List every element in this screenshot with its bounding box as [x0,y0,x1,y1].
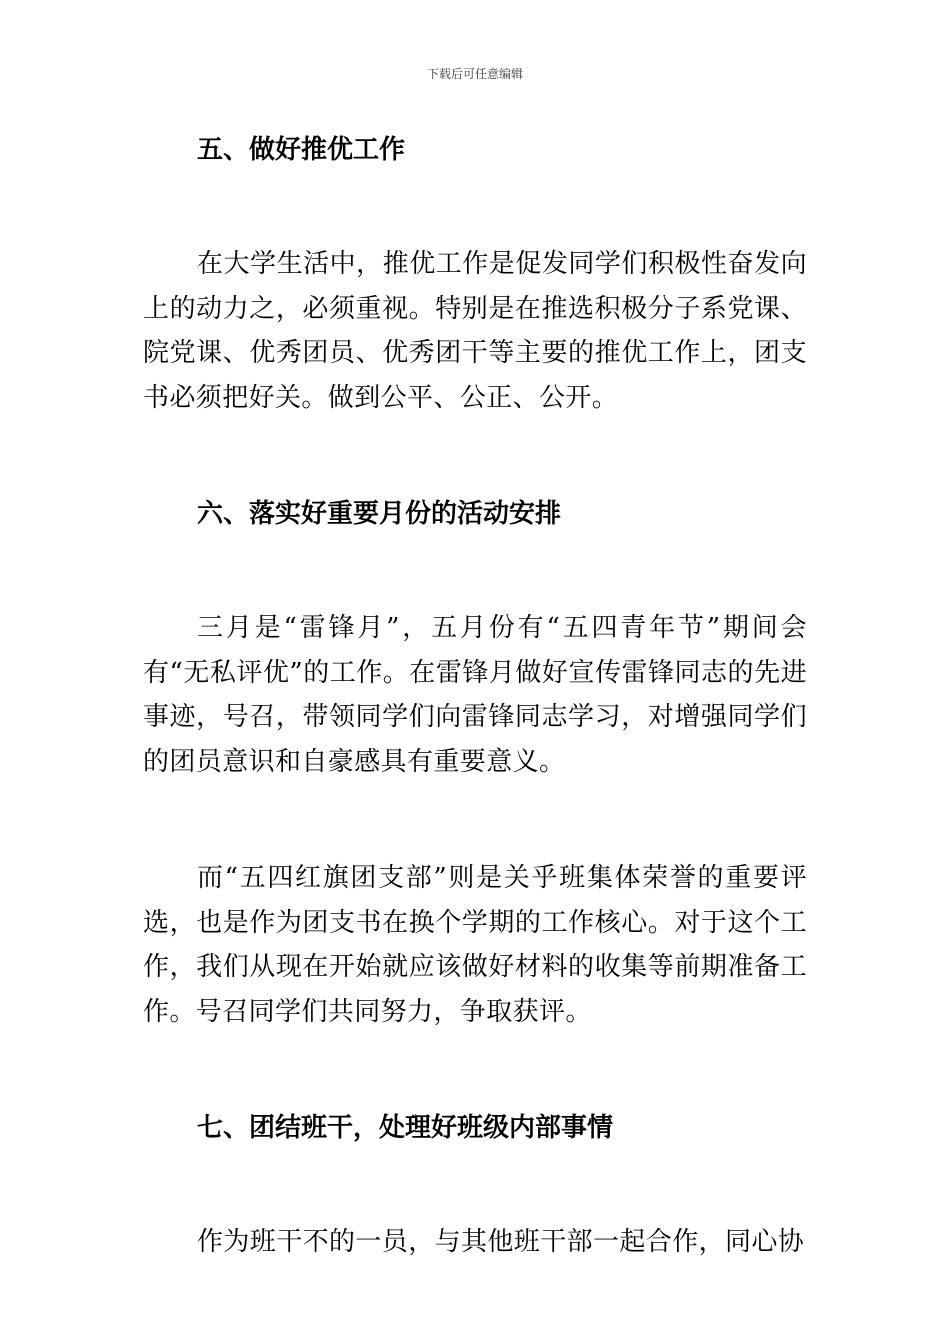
paragraph-7-1: 作为班干不的一员，与其他班干部一起合作，同心协 [197,1227,805,1257]
paragraph-6-1: 三月是“雷锋月”，五月份有“五四青年节”期间会有“无私评优”的工作。在雷锋月做好宣传雷锋同志的先进事迹，号召，带领同学们向雷锋同志学习，对增强同学们的团员意识和自豪感具有重要意义。 [143,613,807,777]
section-heading-6: 六、落实好重要月份的活动安排 [197,499,562,529]
page-header: 下载后可任意编辑 [426,67,523,81]
section-heading-5: 五、做好推优工作 [197,135,406,165]
section-heading-7: 七、团结班干，处理好班级内部事情 [197,1113,614,1143]
document-body [143,128,807,1265]
paragraph-6-2: 而“五四红旗团支部”则是关乎班集体荣誉的重要评选，也是作为团支书在换个学期的工作核心。对于这个工作，我们从现在开始就应该做好材料的收集等前期准备工作。号召同学们共同努力，争取获评。 [143,863,807,1027]
paragraph-5-1: 在大学生活中，推优工作是促发同学们积极性奋发向上的动力之，必须重视。特别是在推选积极分子系党课、院党课、优秀团员、优秀团干等主要的推优工作上，团支书必须把好关。做到公平、公正、公开。 [143,249,807,413]
